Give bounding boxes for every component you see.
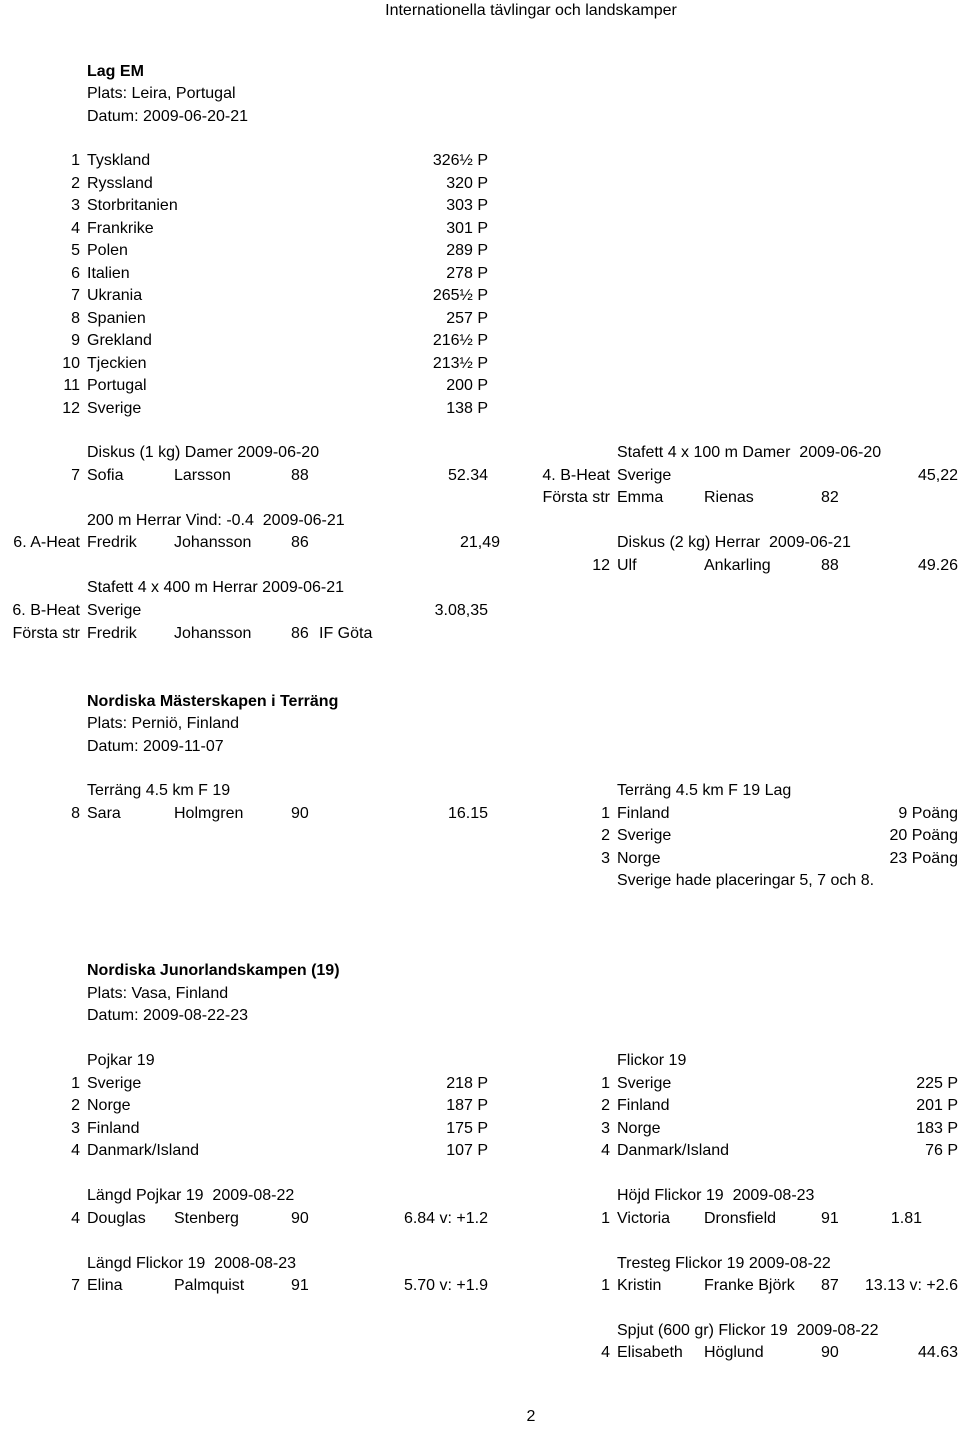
- event-heading: Stafett 4 x 100 m Damer 2009-06-20: [617, 444, 882, 461]
- standing-rank: 5: [71, 242, 80, 259]
- result-mark: 16.15: [447, 805, 488, 822]
- team-points: 76 P: [925, 1142, 958, 1159]
- team-result-row: [0, 1073, 960, 1095]
- event-heading-row: [0, 1185, 960, 1207]
- event-heading: Stafett 4 x 400 m Herrar 2009-06-21: [87, 579, 345, 596]
- team-country: Norge: [617, 850, 661, 867]
- page-header-title: Internationella tävlingar och landskamper: [385, 2, 677, 19]
- relay-leg-label: Första str: [542, 489, 610, 506]
- team-country: Danmark/Island: [87, 1142, 200, 1159]
- team-points: 187 P: [446, 1097, 488, 1114]
- team-country: Finland: [87, 1120, 140, 1137]
- event-heading-row: [0, 1253, 960, 1275]
- standing-country: Storbritanien: [87, 197, 178, 214]
- standing-points: 138 P: [446, 400, 488, 417]
- junior-date-row: [0, 1005, 960, 1027]
- standing-points: 216½ P: [432, 332, 488, 349]
- result-place: 1: [601, 1210, 610, 1227]
- team-points: 107 P: [446, 1142, 488, 1159]
- standing-points: 303 P: [446, 197, 488, 214]
- event-heading-row: [0, 577, 960, 599]
- standing-points: 289 P: [446, 242, 488, 259]
- event-heading-row: [0, 1050, 960, 1072]
- team-rank: 2: [601, 827, 610, 844]
- result-mark: 6.84 v: +1.2: [403, 1210, 488, 1227]
- standing-points: 213½ P: [432, 355, 488, 372]
- team-points: 9 Poäng: [898, 805, 958, 822]
- result-place: 8: [71, 805, 80, 822]
- standing-rank: 2: [71, 175, 80, 192]
- athlete-last-name: Franke Björk: [704, 1277, 795, 1294]
- team-country: Finland: [617, 805, 670, 822]
- standing-country: Polen: [87, 242, 128, 259]
- standing-rank: 4: [71, 220, 80, 237]
- team-points: 183 P: [916, 1120, 958, 1137]
- standing-row: [0, 308, 960, 330]
- result-mark: 21,49: [459, 534, 500, 551]
- result-row: [0, 1208, 960, 1230]
- nm-title-row: [0, 691, 960, 713]
- standing-points: 265½ P: [432, 287, 488, 304]
- event-heading: Diskus (1 kg) Damer 2009-06-20: [87, 444, 320, 461]
- event-heading: Terräng 4.5 km F 19: [87, 782, 231, 799]
- standing-row: [0, 330, 960, 352]
- standing-row: [0, 263, 960, 285]
- lag-em-date-row: [0, 106, 960, 128]
- athlete-first-name: Douglas: [87, 1210, 146, 1227]
- athlete-last-name: Ankarling: [704, 557, 771, 574]
- event-heading: Tresteg Flickor 19 2009-08-22: [617, 1255, 831, 1272]
- relay-heat: 6. B-Heat: [12, 602, 80, 619]
- result-place: 4: [601, 1344, 610, 1361]
- result-mark: 5.70 v: +1.9: [403, 1277, 488, 1294]
- standing-country: Frankrike: [87, 220, 154, 237]
- athlete-last-name: Palmquist: [174, 1277, 245, 1294]
- team-note-row: [0, 870, 960, 892]
- team-result-row: [0, 1118, 960, 1140]
- standing-points: 278 P: [446, 265, 488, 282]
- athlete-first-name: Elina: [87, 1277, 123, 1294]
- relay-leg-row: [0, 623, 960, 645]
- section-place: Plats: Vasa, Finland: [87, 985, 229, 1002]
- result-place: 7: [71, 1277, 80, 1294]
- event-heading-row: [0, 442, 960, 464]
- athlete-first-name: Kristin: [617, 1277, 662, 1294]
- standing-row: [0, 173, 960, 195]
- section-title: Lag EM: [87, 63, 144, 80]
- standing-points: 301 P: [446, 220, 488, 237]
- nm-date-row: [0, 736, 960, 758]
- standing-rank: 10: [62, 355, 80, 372]
- page-number: 2: [526, 1408, 536, 1425]
- standing-country: Italien: [87, 265, 130, 282]
- standing-row: [0, 285, 960, 307]
- athlete-birth-year: 91: [291, 1277, 309, 1294]
- result-mark: 44.63: [917, 1344, 958, 1361]
- event-heading: 200 m Herrar Vind: -0.4 2009-06-21: [87, 512, 345, 529]
- athlete-last-name: Johansson: [174, 625, 252, 642]
- standing-country: Tjeckien: [87, 355, 147, 372]
- team-rank: 3: [71, 1120, 80, 1137]
- athlete-birth-year: 88: [291, 467, 309, 484]
- relay-heat: 4. B-Heat: [542, 467, 610, 484]
- standing-country: Tyskland: [87, 152, 151, 169]
- standing-points: 200 P: [446, 377, 488, 394]
- standing-row: [0, 240, 960, 262]
- result-row: [0, 803, 960, 825]
- result-heat: 6. A-Heat: [13, 534, 80, 551]
- athlete-last-name: Höglund: [704, 1344, 764, 1361]
- athlete-last-name: Stenberg: [174, 1210, 239, 1227]
- standing-country: Portugal: [87, 377, 147, 394]
- relay-team: Sverige: [617, 467, 672, 484]
- athlete-birth-year: 87: [821, 1277, 839, 1294]
- result-row: [0, 555, 960, 577]
- standing-row: [0, 353, 960, 375]
- standing-row: [0, 195, 960, 217]
- athlete-club: IF Göta: [319, 625, 373, 642]
- event-heading-row: [0, 1320, 960, 1342]
- team-points: 175 P: [446, 1120, 488, 1137]
- event-heading-row: [0, 510, 960, 532]
- team-rank: 1: [71, 1075, 80, 1092]
- standing-points: 320 P: [446, 175, 488, 192]
- athlete-first-name: Sofia: [87, 467, 124, 484]
- athlete-birth-year: 88: [821, 557, 839, 574]
- athlete-birth-year: 86: [291, 534, 309, 551]
- team-result-row: [0, 1095, 960, 1117]
- result-row: [0, 465, 960, 487]
- athlete-first-name: Fredrik: [87, 625, 137, 642]
- athlete-first-name: Victoria: [617, 1210, 671, 1227]
- team-rank: 4: [71, 1142, 80, 1159]
- result-place: 1: [601, 1277, 610, 1294]
- athlete-last-name: Johansson: [174, 534, 252, 551]
- result-mark: 52.34: [447, 467, 488, 484]
- standing-row: [0, 218, 960, 240]
- team-rank: 3: [601, 1120, 610, 1137]
- team-country: Norge: [87, 1097, 131, 1114]
- junior-place-row: [0, 983, 960, 1005]
- result-place: 12: [592, 557, 610, 574]
- section-title: Nordiska Junorlandskampen (19): [87, 962, 340, 979]
- athlete-birth-year: 90: [291, 1210, 309, 1227]
- standing-row: [0, 150, 960, 172]
- athlete-first-name: Ulf: [617, 557, 637, 574]
- standing-rank: 6: [71, 265, 80, 282]
- relay-time: 45,22: [917, 467, 958, 484]
- athlete-first-name: Sara: [87, 805, 121, 822]
- section-date: Datum: 2009-11-07: [87, 738, 224, 755]
- standing-row: [0, 398, 960, 420]
- event-heading: Terräng 4.5 km F 19 Lag: [617, 782, 792, 799]
- standing-rank: 8: [71, 310, 80, 327]
- athlete-last-name: Holmgren: [174, 805, 244, 822]
- standing-rank: 7: [71, 287, 80, 304]
- relay-team: Sverige: [87, 602, 142, 619]
- athlete-birth-year: 90: [821, 1344, 839, 1361]
- section-place: Plats: Leira, Portugal: [87, 85, 236, 102]
- team-rank: 2: [601, 1097, 610, 1114]
- team-country: Norge: [617, 1120, 661, 1137]
- section-title: Nordiska Mästerskapen i Terräng: [87, 693, 339, 710]
- result-mark: 1.81: [890, 1210, 922, 1227]
- result-place: 4: [71, 1210, 80, 1227]
- result-row: [0, 600, 960, 622]
- athlete-birth-year: 86: [291, 625, 309, 642]
- athlete-first-name: Emma: [617, 489, 664, 506]
- standing-country: Sverige: [87, 400, 142, 417]
- team-note: Sverige hade placeringar 5, 7 och 8.: [617, 872, 875, 889]
- result-mark: 13.13 v: +2.6: [865, 1277, 958, 1294]
- page-footer: [0, 1406, 960, 1428]
- event-heading: Längd Pojkar 19 2009-08-22: [87, 1187, 295, 1204]
- event-heading: Längd Flickor 19 2008-08-23: [87, 1255, 297, 1272]
- athlete-last-name: Larsson: [174, 467, 231, 484]
- team-points: 218 P: [446, 1075, 488, 1092]
- standing-country: Ryssland: [87, 175, 153, 192]
- nm-place-row: [0, 713, 960, 735]
- result-row: [0, 1342, 960, 1364]
- result-place: 7: [71, 467, 80, 484]
- standing-rank: 3: [71, 197, 80, 214]
- team-country: Finland: [617, 1097, 670, 1114]
- relay-leg-row: [0, 487, 960, 509]
- boys-heading: Pojkar 19: [87, 1052, 155, 1069]
- team-points: 225 P: [916, 1075, 958, 1092]
- team-result-row: [0, 848, 960, 870]
- girls-heading: Flickor 19: [617, 1052, 687, 1069]
- team-rank: 1: [601, 1075, 610, 1092]
- team-rank: 4: [601, 1142, 610, 1159]
- athlete-last-name: Rienas: [704, 489, 754, 506]
- section-place: Plats: Perniö, Finland: [87, 715, 240, 732]
- standing-rank: 1: [71, 152, 80, 169]
- team-points: 201 P: [916, 1097, 958, 1114]
- junior-title-row: [0, 960, 960, 982]
- team-rank: 1: [601, 805, 610, 822]
- athlete-first-name: Elisabeth: [617, 1344, 683, 1361]
- team-country: Danmark/Island: [617, 1142, 730, 1159]
- standing-rank: 9: [71, 332, 80, 349]
- section-date: Datum: 2009-08-22-23: [87, 1007, 248, 1024]
- athlete-first-name: Fredrik: [87, 534, 137, 551]
- standing-country: Ukrania: [87, 287, 143, 304]
- relay-leg-label: Första str: [12, 625, 80, 642]
- athlete-birth-year: 82: [821, 489, 839, 506]
- lag-em-title-row: [0, 61, 960, 83]
- event-heading: Diskus (2 kg) Herrar 2009-06-21: [617, 534, 851, 551]
- standing-points: 257 P: [446, 310, 488, 327]
- team-points: 20 Poäng: [889, 827, 958, 844]
- team-country: Sverige: [87, 1075, 142, 1092]
- team-rank: 2: [71, 1097, 80, 1114]
- page-header: [0, 0, 960, 22]
- team-result-row: [0, 825, 960, 847]
- team-rank: 3: [601, 850, 610, 867]
- section-date: Datum: 2009-06-20-21: [87, 108, 248, 125]
- result-row: [0, 1275, 960, 1297]
- event-heading: Höjd Flickor 19 2009-08-23: [617, 1187, 815, 1204]
- standing-rank: 11: [63, 377, 80, 394]
- team-result-row: [0, 1140, 960, 1162]
- event-heading-row: [0, 780, 960, 802]
- standing-points: 326½ P: [432, 152, 488, 169]
- team-country: Sverige: [617, 1075, 672, 1092]
- standing-rank: 12: [62, 400, 80, 417]
- result-row: [0, 532, 960, 554]
- result-mark: 49.26: [917, 557, 958, 574]
- relay-time: 3.08,35: [434, 602, 488, 619]
- lag-em-place-row: [0, 83, 960, 105]
- athlete-birth-year: 91: [821, 1210, 839, 1227]
- athlete-last-name: Dronsfield: [704, 1210, 777, 1227]
- standing-country: Grekland: [87, 332, 152, 349]
- team-country: Sverige: [617, 827, 672, 844]
- event-heading: Spjut (600 gr) Flickor 19 2009-08-22: [617, 1322, 879, 1339]
- standing-country: Spanien: [87, 310, 146, 327]
- standing-row: [0, 375, 960, 397]
- team-points: 23 Poäng: [889, 850, 958, 867]
- athlete-birth-year: 90: [291, 805, 309, 822]
